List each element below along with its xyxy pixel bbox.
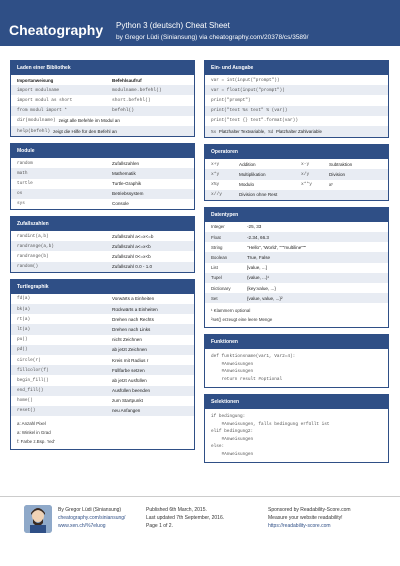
table-row: Tupel (value, ...)¹	[205, 273, 388, 283]
table-row: bk(a) Rückwärts a Einheiten	[11, 304, 194, 314]
module-rows	[11, 158, 194, 209]
author-site[interactable]: www.xen.ch/%7eluog	[58, 523, 106, 529]
code-line: print("text {} text".format(var))	[211, 118, 298, 124]
table-row: os Betriebssystem	[11, 189, 194, 199]
table-row: help(befehl) zeigt die Hilfe für den Befehl an	[11, 126, 194, 136]
footer-sponsor	[268, 506, 351, 530]
panel-title: Operatoren	[205, 145, 388, 159]
table-row: x%y Modulo x**y xʸ	[211, 182, 333, 188]
page-title: Python 3 (deutsch) Cheat Sheet	[116, 21, 230, 30]
byline[interactable]: by Gregor Lüdi (Siniansung) via cheatography.com/20378/cs/3589/	[116, 34, 309, 41]
left-column	[10, 60, 195, 456]
published: Published 6th March, 2015.	[146, 507, 207, 513]
dt-notes	[205, 303, 388, 327]
sponsor: Sponsored by Readability-Score.com	[268, 507, 351, 513]
table-row: pd() ab jetzt Zeichnen	[11, 345, 194, 355]
footer	[0, 496, 400, 566]
laden-rows	[11, 75, 194, 136]
zufall-rows	[11, 231, 194, 272]
code-line: print("prompt")	[211, 97, 251, 103]
updated: Last updated 7th September, 2016.	[146, 515, 225, 521]
table-row: begin_fill() ab jetzt Ausfüllen	[17, 377, 147, 383]
table-row: Float -2.34, 66.3	[205, 232, 388, 242]
panel-turtle	[10, 279, 195, 450]
panel-title: Funktionen	[205, 335, 388, 349]
table-row: import modulname modulname.befehl()	[11, 85, 194, 95]
panel-funktionen	[204, 334, 389, 388]
panel-laden	[10, 60, 195, 137]
code-line: var = float(input("prompt"))	[205, 85, 388, 95]
panel-zufall	[10, 216, 195, 273]
table-row: fd(a) Vorwärts a Einheiten	[17, 296, 155, 302]
table-row: x//y Division ohne Rest	[205, 190, 388, 200]
sponsor-link[interactable]: https://readability-score.com	[268, 523, 331, 529]
table-row: random Zufallszahlen	[17, 160, 140, 166]
table-row: end_fill() Ausfüllen beenden	[11, 386, 194, 396]
table-row: home() zum Startpunkt	[17, 398, 143, 404]
panel-datentypen	[204, 207, 389, 329]
code-block: if bedingung: #Anweisungen, falls bedingung erfüllt ist elif bedingung2: #Anweisungen else: #Anweisungen	[211, 414, 330, 457]
table-row: lt(a) Drehen nach Links	[11, 324, 194, 334]
header-bar	[0, 0, 400, 46]
table-row: fillcolor(f) Füllfarbe setzen	[11, 365, 194, 375]
code-block: def funktionsname(var1, Var2=4): #Anweisungen #Anweisungen return result #optional	[211, 354, 296, 382]
panel-operatoren	[204, 144, 389, 201]
table-row: rt(a) Drehen nach Rechts	[17, 316, 154, 322]
right-column	[204, 60, 389, 469]
table-row: turtle Turtle-Graphik	[17, 181, 142, 187]
table-row: import modul as short short.befehl()	[17, 97, 151, 103]
table-row: randint(a,b) Zufallszahl a<=x<=b	[17, 233, 154, 239]
table-row: List [value, ...]	[211, 265, 267, 271]
table-row: Set {value, value, ...}²	[205, 293, 388, 303]
panel-title: Selektionen	[205, 395, 388, 409]
footer-author	[58, 506, 125, 530]
footer-meta	[146, 506, 224, 530]
note: a: Winkel in Grad	[17, 430, 51, 436]
site-logo[interactable]: Cheatography	[9, 22, 104, 38]
table-header: Importanweisung Befehlsaufruf	[17, 77, 142, 83]
panel-selektionen	[204, 394, 389, 463]
page-number: Page 1 of 2.	[146, 523, 173, 529]
table-row: pu() nicht Zeichnen	[17, 337, 142, 343]
table-row: sys Console	[17, 201, 129, 207]
panel-einaus	[204, 60, 389, 138]
author-link[interactable]: cheatography.com/siniansung/	[58, 515, 126, 521]
table-row: reset() neu Anfangen	[11, 406, 194, 416]
code-line: print("text %s text" % (var))	[205, 106, 388, 116]
table-row: Integer -25, 33	[211, 224, 262, 230]
note: a: Anzahl Pixel	[17, 421, 46, 427]
table-row: Boolean True, False	[205, 252, 388, 262]
table-row: String "Hello", 'World', """multiline"""	[211, 244, 307, 250]
panel-module	[10, 143, 195, 210]
panel-title: Module	[11, 144, 194, 158]
einaus-lines	[205, 75, 388, 137]
table-row: x*y Multiplikation x/y Division	[205, 169, 388, 179]
panel-title: Ein- und Ausgabe	[205, 61, 388, 75]
panel-title: Zufallszahlen	[11, 217, 194, 231]
table-row: randrange(a,b) Zufallszahl a<=x<b	[11, 241, 194, 251]
panel-title: Datentypen	[205, 208, 388, 222]
table-row: x+y Addition x-y Subtraktion	[211, 161, 353, 167]
table-row: randrange(b) Zufallszahl 0<=x<b	[17, 254, 151, 260]
panel-title: Turtlegraphik	[11, 280, 194, 294]
turtle-notes	[11, 416, 194, 449]
table-row: from modul import * befehl()	[11, 106, 194, 116]
table-row: Dictionary {key:value, ...}	[211, 285, 276, 291]
table-row: circle(r) Kreis mit Radius r	[17, 357, 149, 363]
dt-rows	[205, 222, 388, 304]
table-row: math Mathematik	[11, 168, 194, 178]
avatar	[24, 505, 52, 533]
sponsor-text: Measure your website readability!	[268, 515, 343, 521]
note: ²set() erzeugt eine leere Menge	[211, 317, 273, 323]
panel-title: Laden einer Bibliothek	[11, 61, 194, 75]
code-line: var = int(input("prompt"))	[211, 77, 280, 83]
table-row: dir(modulname) zeigt alle Befehle im Modul an	[17, 118, 120, 124]
placeholder-note: %s Platzhalter Textvariable, %d Platzhalter Zahlvariable	[205, 126, 388, 137]
table-row: random() Zufallszahl 0.0 - 1.0	[11, 262, 194, 272]
op-rows	[205, 159, 388, 200]
author-name: By Gregor Lüdi (Siniansung)	[58, 507, 122, 513]
turtle-rows	[11, 294, 194, 416]
note: f: Farbe z.Bsp. 'red'	[17, 439, 55, 445]
note: ¹ Klammern optional	[211, 308, 251, 314]
